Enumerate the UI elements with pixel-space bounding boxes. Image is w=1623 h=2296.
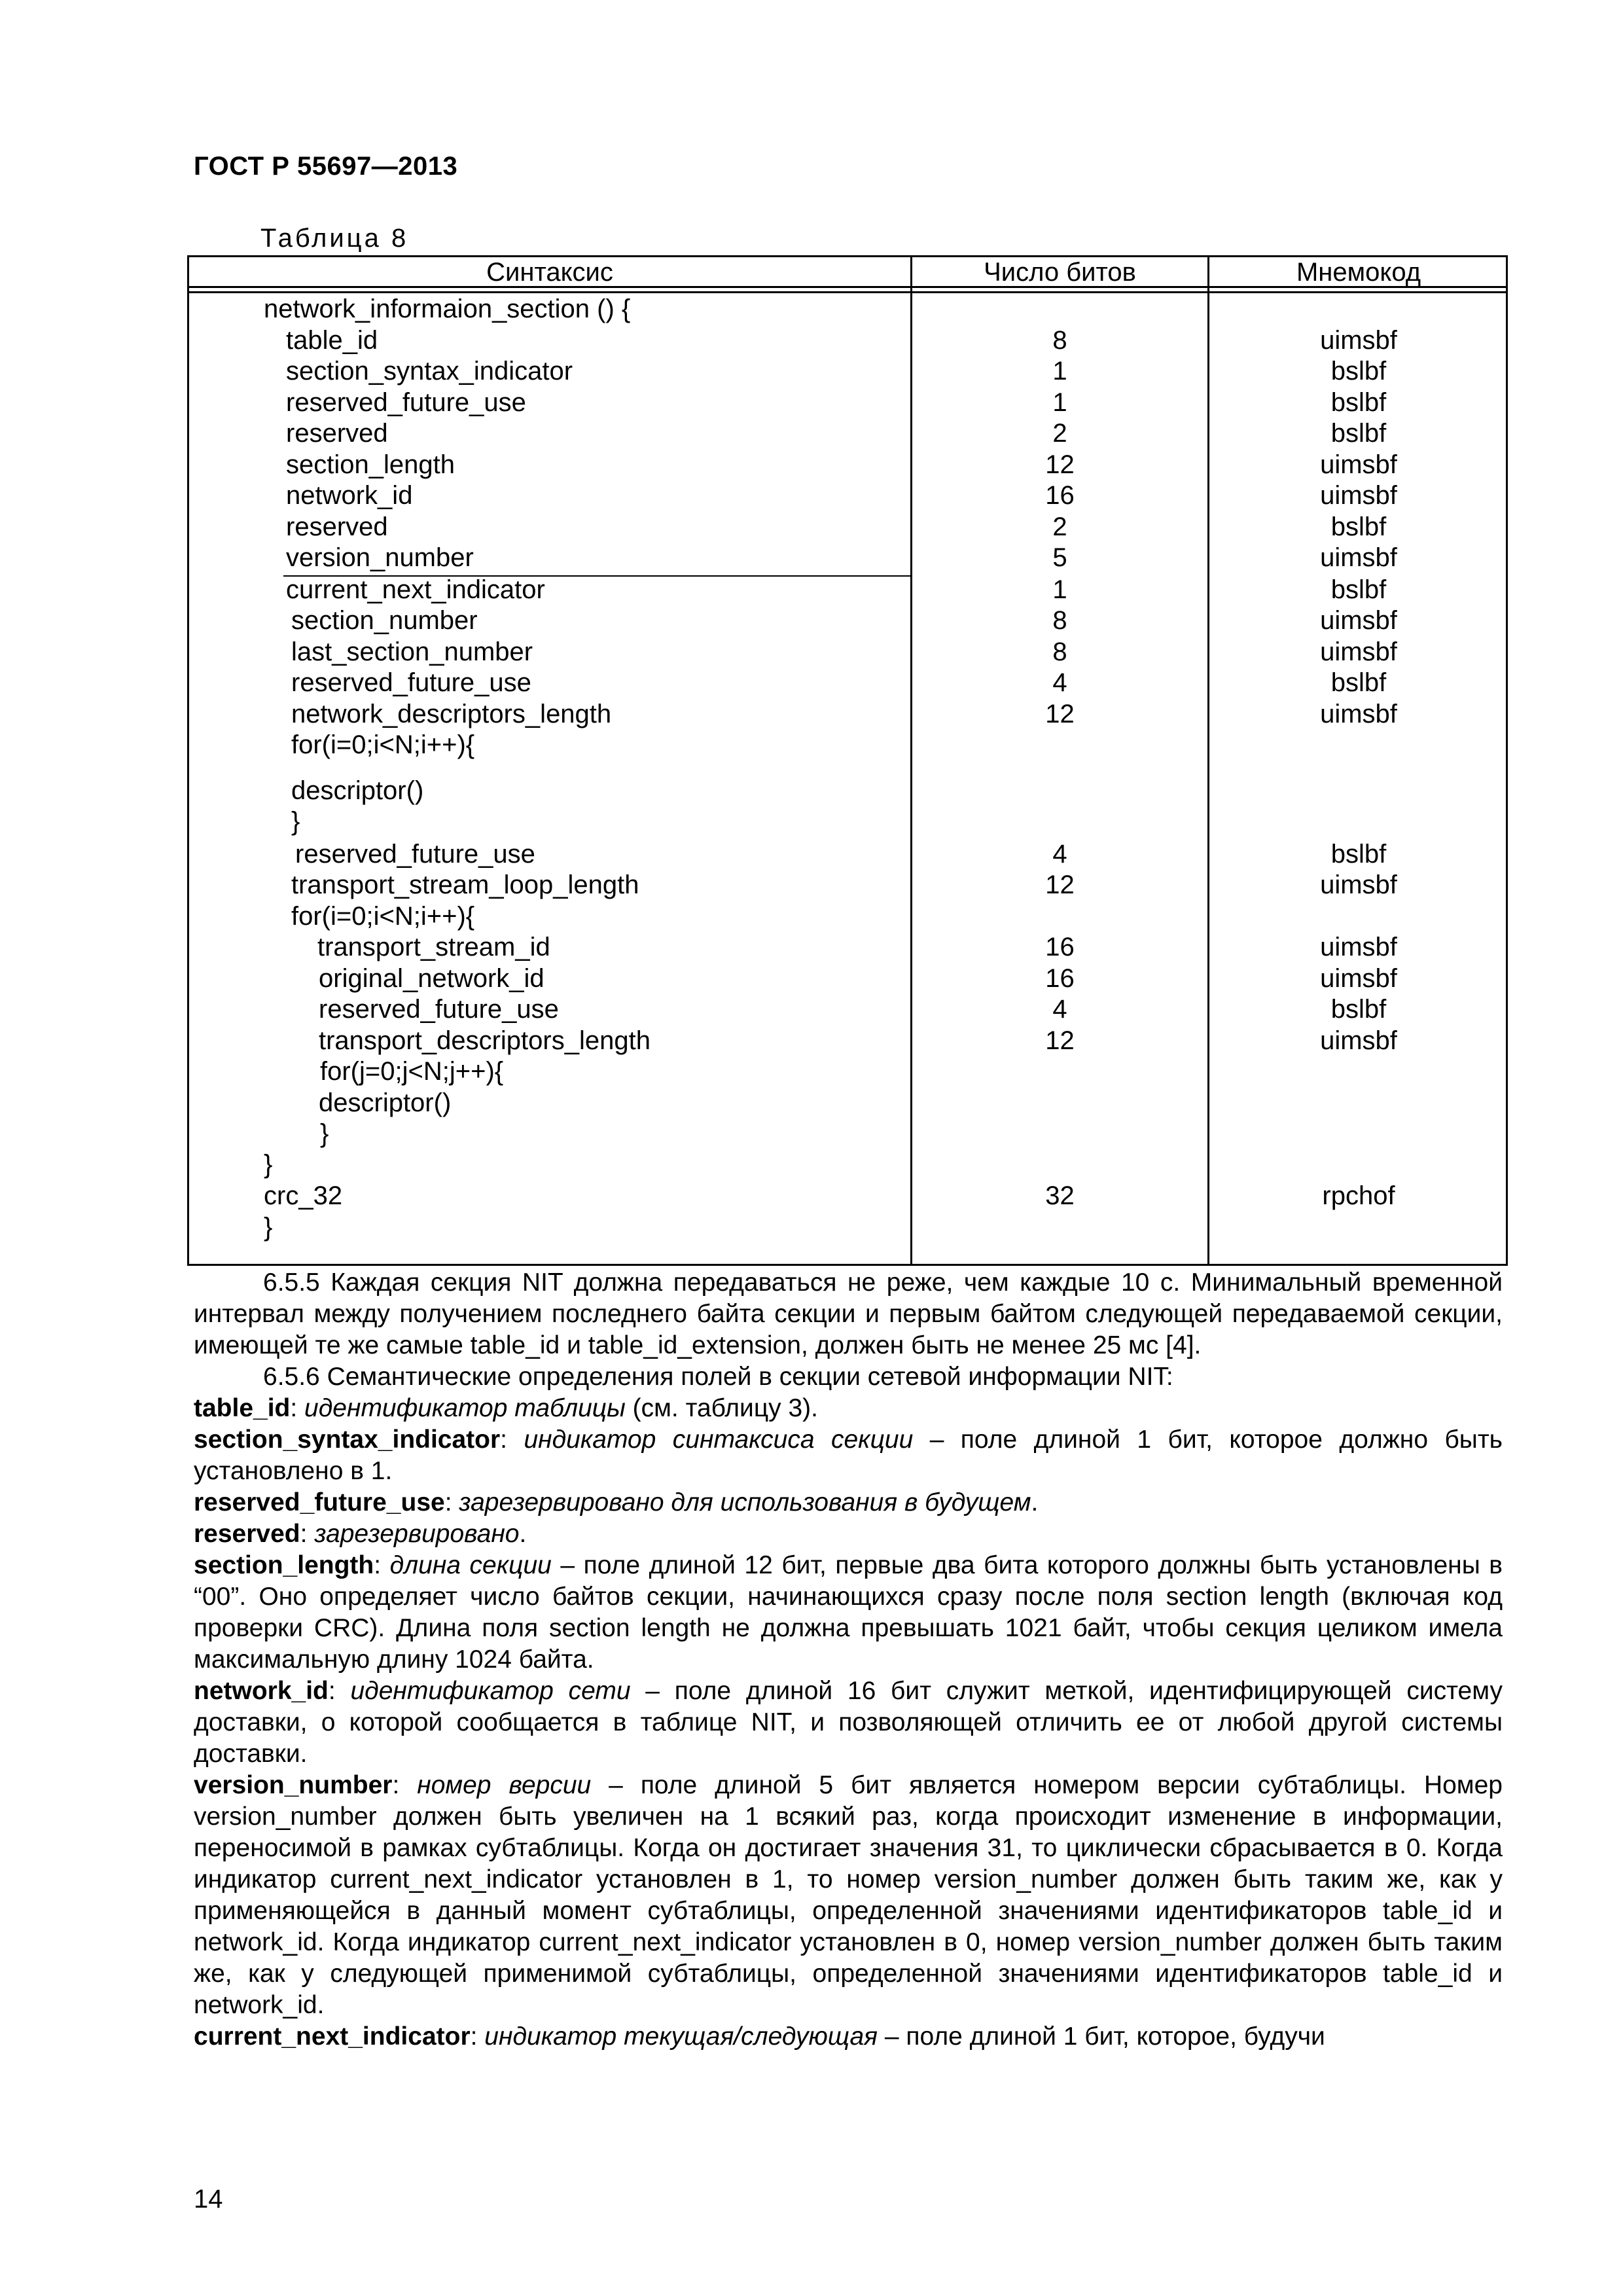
mnemonic-cell: bslbf [1330,840,1387,869]
mnemonic-cell: uimsbf [1320,637,1397,666]
bits-cell: 32 [1045,1181,1075,1210]
definition-term: reserved [194,1520,300,1548]
definition-term: section_length [194,1551,374,1579]
bits-cell: 16 [1045,964,1075,993]
definition-term: table_id [194,1394,291,1422]
bits-cell: 8 [1052,606,1067,635]
bits-cell: 12 [1045,700,1075,728]
mnemonic-cell: bslbf [1330,419,1387,448]
mnemonic-cell: uimsbf [1320,450,1397,479]
mnemonic-cell: uimsbf [1320,1026,1397,1055]
definition-text: – поле длиной 1 бит, которое, будучи [878,2022,1325,2051]
bits-cell: 4 [1052,668,1067,697]
document-header: ГОСТ Р 55697—2013 [194,152,458,181]
page-number: 14 [194,2185,223,2214]
definition-paragraph [194,1550,1503,1676]
syntax-table [187,255,1508,1266]
definition-name: зарезервировано для использования в будущем [459,1488,1031,1516]
bits-cell: 1 [1052,575,1067,604]
syntax-cell: reserved [286,419,388,448]
mnemonic-cell: uimsbf [1320,964,1397,993]
table-row [189,1149,1506,1179]
definition-term: version_number [194,1771,393,1799]
syntax-cell: table_id [286,326,378,355]
table-row [189,806,1506,836]
definition-paragraph [194,1393,1503,1424]
mnemonic-cell: uimsbf [1320,700,1397,728]
syntax-cell: reserved_future_use [319,995,559,1024]
syntax-cell: version_number [286,543,474,572]
column-header-mnemonic: Мнемокод [1296,258,1421,287]
syntax-cell: } [291,807,300,836]
definition-term: section_syntax_indicator [194,1426,501,1454]
mnemonic-cell: uimsbf [1320,606,1397,635]
syntax-cell: network_descriptors_length [291,700,612,728]
table-caption: Таблица 8 [260,224,409,253]
table-row [189,1026,1506,1056]
syntax-cell: section_syntax_indicator [286,357,573,386]
syntax-cell: for(i=0;i<N;i++){ [291,730,475,759]
mnemonic-cell: uimsbf [1320,933,1397,961]
table-row [189,1088,1506,1118]
bits-cell: 16 [1045,481,1075,510]
table-row [189,1212,1506,1242]
table-row [189,730,1506,760]
definition-paragraph [194,1424,1503,1487]
mnemonic-cell: uimsbf [1320,481,1397,510]
table-row [189,418,1506,448]
table-row [189,543,1506,573]
paragraph-6-5-5-block [194,1267,1503,2053]
table-row [189,932,1506,962]
definition-name: идентификатор таблицы [304,1394,626,1422]
syntax-cell: } [264,1213,273,1242]
definition-paragraph [194,1770,1503,2021]
syntax-cell: network_informaion_section () { [264,295,631,323]
syntax-cell: section_number [291,606,478,635]
definition-text: – поле длиной 12 бит, первые два бита которого должны быть установлены в “00”. Оно определяет число байтов секции, начинающихся сразу после поля section length (включая код проверки CRC). Длина поля section length не должна превышать 1021 байт, чтобы секция целиком имела максимальную длину 1024 байта. [194,1551,1503,1674]
table-row [189,1181,1506,1211]
bits-cell: 4 [1052,995,1067,1024]
syntax-cell: transport_descriptors_length [319,1026,651,1055]
syntax-cell: section_length [286,450,455,479]
table-row [189,294,1506,324]
definition-term: network_id [194,1677,329,1705]
definition-term: current_next_indicator [194,2022,471,2051]
bits-cell: 1 [1052,388,1067,417]
syntax-cell: } [264,1150,273,1179]
syntax-cell: descriptor() [291,776,424,805]
bits-cell: 2 [1052,512,1067,541]
definition-name: длина секции [389,1551,552,1579]
definition-name: номер версии [417,1771,592,1799]
definition-paragraph [194,1518,1503,1550]
bits-cell: 8 [1052,326,1067,355]
syntax-cell: transport_stream_loop_length [291,870,639,899]
definition-colon: : [500,1426,524,1454]
mnemonic-cell: bslbf [1330,995,1387,1024]
definition-colon: : [300,1520,315,1548]
definition-colon: : [392,1771,418,1799]
syntax-cell: descriptor() [319,1088,452,1117]
definition-name: идентификатор сети [350,1677,631,1705]
syntax-cell: for(i=0;i<N;i++){ [291,902,475,931]
table-row [189,356,1506,386]
bits-cell: 12 [1045,1026,1075,1055]
table-row [189,839,1506,869]
table-row [189,994,1506,1024]
table-row [189,1056,1506,1086]
syntax-cell: } [320,1119,329,1148]
table-row [189,575,1506,605]
bits-cell: 5 [1052,543,1067,572]
table-row [189,605,1506,636]
column-header-bits: Число битов [984,258,1136,287]
table-row [189,668,1506,698]
table-row [189,870,1506,900]
syntax-cell: reserved_future_use [291,668,531,697]
syntax-cell: original_network_id [319,964,544,993]
definition-paragraph [194,2021,1503,2053]
definition-paragraph [194,1487,1503,1518]
definition-name: зарезервировано [314,1520,520,1548]
syntax-cell: crc_32 [264,1181,343,1210]
table-row [189,901,1506,931]
definition-text: (см. таблицу 3). [625,1394,818,1422]
syntax-cell: transport_stream_id [317,933,550,961]
definition-colon: : [444,1488,459,1516]
syntax-cell: current_next_indicator [286,575,545,604]
syntax-cell: for(j=0;j<N;j++){ [320,1057,504,1086]
table-row [189,450,1506,480]
table-row [189,776,1506,806]
table-row [189,512,1506,542]
syntax-cell: last_section_number [291,637,533,666]
bits-cell: 12 [1045,450,1075,479]
table-row [189,325,1506,355]
table-row [189,480,1506,511]
table-row [189,963,1506,994]
definition-paragraph [194,1676,1503,1770]
mnemonic-cell: uimsbf [1320,543,1397,572]
table-row [189,637,1506,667]
syntax-cell: reserved_future_use [286,388,526,417]
header-rule [189,291,1506,293]
syntax-cell: reserved [286,512,388,541]
paragraph-6-5-6: 6.5.6 Семантические определения полей в секции сетевой информации NIT: [263,1363,1173,1391]
definition-colon: : [374,1551,390,1579]
bits-cell: 8 [1052,637,1067,666]
bits-cell: 12 [1045,870,1075,899]
mnemonic-cell: rpchof [1322,1181,1395,1210]
definition-name: индикатор синтаксиса секции [524,1426,914,1454]
definition-text: – поле длиной 16 бит служит меткой, идентифицирующей систему доставки, о которой сообщается в таблице NIT, и позволяющей отличить ее от любой другой системы доставки. [194,1677,1503,1768]
definition-colon: : [470,2022,485,2051]
syntax-cell: network_id [286,481,413,510]
syntax-cell: reserved_future_use [295,840,535,869]
mnemonic-cell: bslbf [1330,668,1387,697]
bits-cell: 16 [1045,933,1075,961]
definition-colon: : [290,1394,305,1422]
mnemonic-cell: uimsbf [1320,326,1397,355]
definition-term: reserved_future_use [194,1488,445,1516]
definition-text: . [1031,1488,1039,1516]
definition-text: – поле длиной 5 бит является номером версии субтаблицы. Номер version_number должен быть увеличен на 1 всякий раз, когда происходит изменение в информации, переносимой в рамках субтаблицы. Когда он достигает значения 31, то циклически сбрасывается в 0. Когда индикатор current_next_indicator установлен в 1, то номер version_number должен быть таким же, как у применяющейся в данный момент субтаблицы, определенной значениями идентификаторов table_id и network_id. Когда индикатор current_next_indicator установлен в 0, номер version_number должен быть таким же, как у следующей применимой субтаблицы, определенной значениями идентификаторов table_id и network_id. [194,1771,1503,2019]
paragraph-6-5-5: 6.5.5 Каждая секция NIT должна передаваться не реже, чем каждые 10 с. Минимальный временной интервал между получением последнего байта секции и первым байтом следующей передаваемой секции, имеющей те же самые table_id и table_id_extension, должен быть не менее 25 мс [4]. [194,1268,1503,1359]
column-header-syntax: Синтаксис [486,258,613,287]
mnemonic-cell: uimsbf [1320,870,1397,899]
mnemonic-cell: bslbf [1330,388,1387,417]
bits-cell: 4 [1052,840,1067,869]
bits-cell: 1 [1052,357,1067,386]
mnemonic-cell: bslbf [1330,357,1387,386]
mnemonic-cell: bslbf [1330,575,1387,604]
mnemonic-cell: bslbf [1330,512,1387,541]
table-row [189,387,1506,418]
definition-colon: : [328,1677,351,1705]
table-row [189,699,1506,729]
definition-text: . [519,1520,527,1548]
definition-name: индикатор текущая/следующая [484,2022,878,2051]
table-row [189,1119,1506,1149]
bits-cell: 2 [1052,419,1067,448]
definition-text: – поле длиной 1 бит, которое должно быть установлено в 1. [194,1426,1503,1485]
